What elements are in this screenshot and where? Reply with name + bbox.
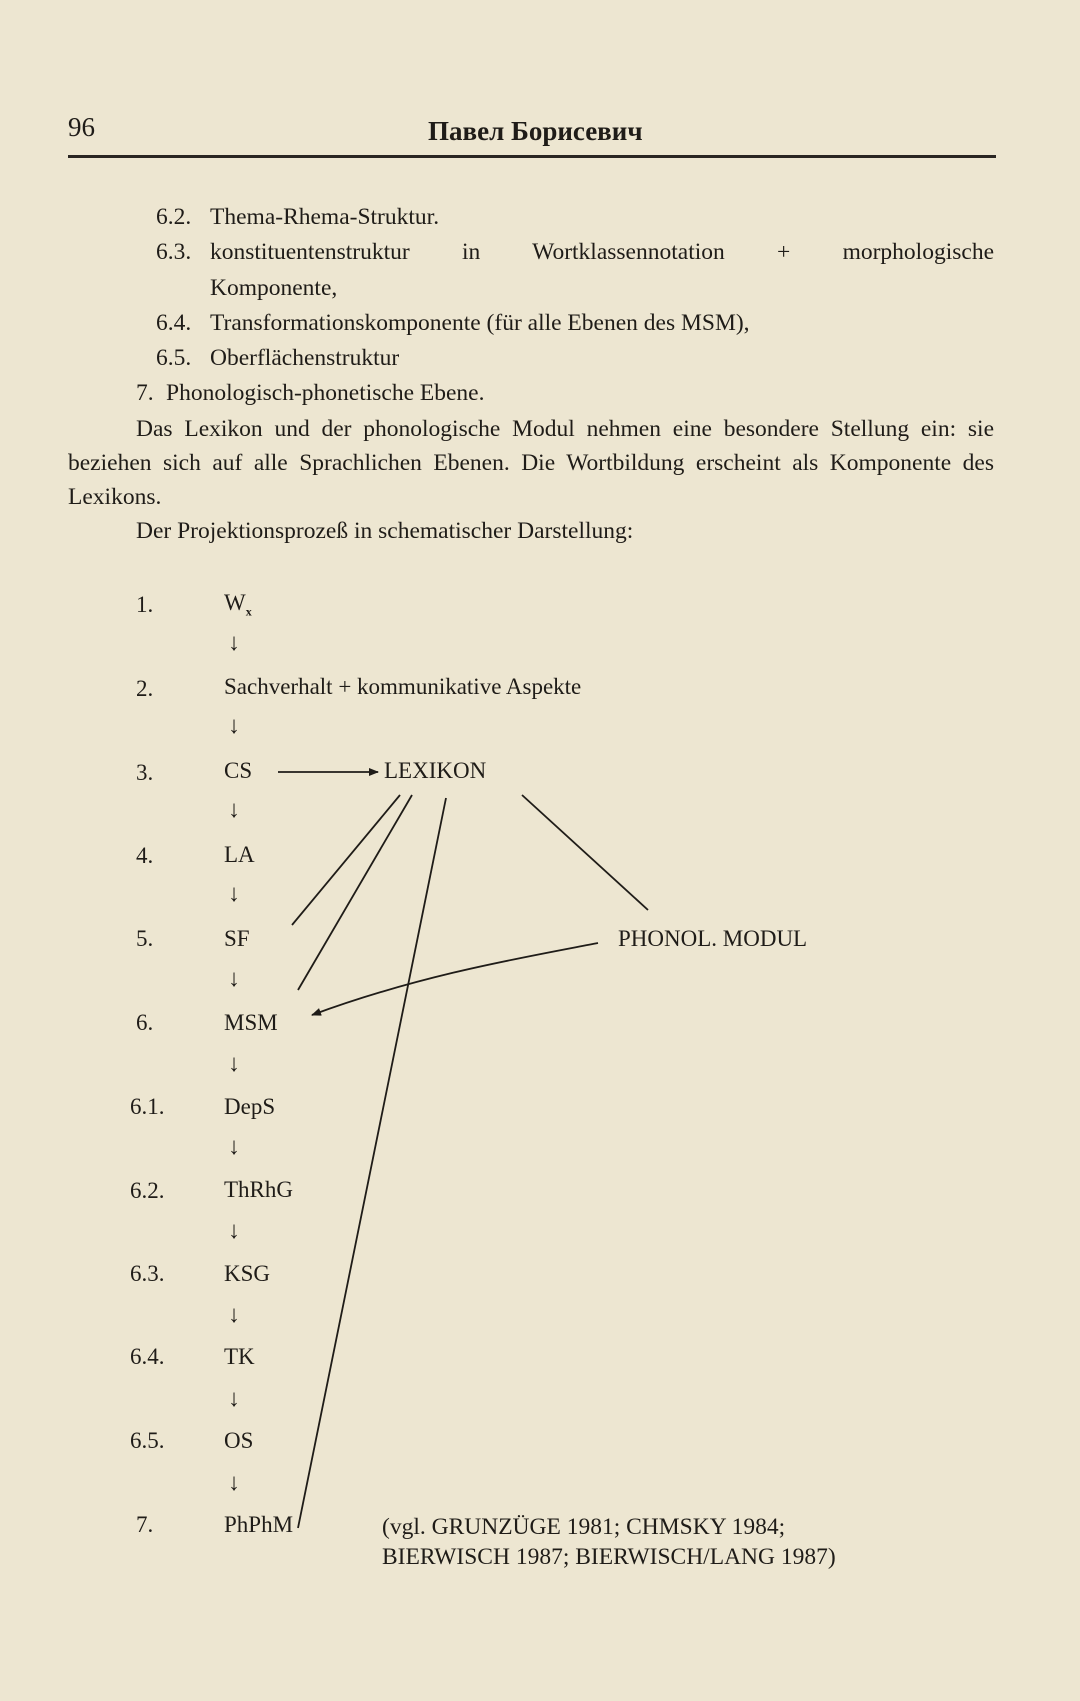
step-number: 3. bbox=[136, 760, 154, 785]
lexikon-label: LEXIKON bbox=[384, 758, 487, 783]
citation-line: BIERWISCH 1987; BIERWISCH/LANG 1987) bbox=[382, 1544, 836, 1570]
list-item-text: konstituentenstruktur in Wortklassennotation + morphologische bbox=[210, 239, 994, 265]
list-item-number: 6.5. bbox=[156, 345, 192, 371]
step-number: 6.4. bbox=[130, 1344, 165, 1369]
step-label: OS bbox=[224, 1428, 254, 1453]
lexikon-to-sf-line bbox=[292, 795, 400, 925]
down-arrow-icon: ↓ bbox=[228, 1051, 240, 1077]
lexikon-to-phphm-line bbox=[298, 798, 446, 1528]
step-label: LA bbox=[224, 842, 255, 867]
list-item-text: Phonologisch-phonetische Ebene. bbox=[166, 380, 485, 406]
list-item-text: Thema-Rhema-Struktur. bbox=[210, 204, 440, 230]
step-number: 6.1. bbox=[130, 1094, 165, 1119]
lexikon-to-msm-line bbox=[298, 795, 412, 990]
step-label: TK bbox=[224, 1344, 255, 1369]
citation-note bbox=[382, 1512, 836, 1572]
list-item-number: 6.2. bbox=[156, 204, 192, 230]
list-item-number: 6.4. bbox=[156, 310, 192, 336]
down-arrow-icon: ↓ bbox=[228, 1302, 240, 1328]
step-number: 1. bbox=[136, 592, 154, 617]
step-number: 6.2. bbox=[130, 1178, 165, 1203]
step-label: MSM bbox=[224, 1010, 278, 1035]
lexikon-to-phonol-line bbox=[522, 795, 648, 910]
step-label: PhPhM bbox=[224, 1512, 294, 1537]
list-item-text: Transformationskomponente (für alle Ebenen des MSM), bbox=[210, 310, 750, 336]
down-arrow-icon: ↓ bbox=[228, 1134, 240, 1160]
step-label: Sachverhalt + kommunikative Aspekte bbox=[224, 674, 582, 699]
step-label: CS bbox=[224, 758, 253, 783]
down-arrow-icon: ↓ bbox=[228, 881, 240, 907]
down-arrow-icon: ↓ bbox=[228, 713, 240, 739]
paragraph-lexikon: Das Lexikon und der phonologische Modul nehmen eine besondere Stellung ein: sie beziehen sich auf alle Sprachlichen Ebenen. Die Wortbildung erscheint als Komponente des Lexikons. bbox=[68, 416, 994, 510]
step-label: KSG bbox=[224, 1261, 271, 1286]
down-arrow-icon: ↓ bbox=[228, 630, 240, 656]
list-item-number: 7. bbox=[136, 380, 154, 406]
step-number: 2. bbox=[136, 676, 154, 701]
step-label: ThRhG bbox=[224, 1177, 293, 1202]
phonol-modul-label: PHONOL. MODUL bbox=[618, 926, 808, 951]
page-number: 96 bbox=[68, 112, 95, 142]
list-item-text-continuation: Komponente, bbox=[210, 275, 338, 301]
down-arrow-icon: ↓ bbox=[228, 1386, 240, 1412]
down-arrow-icon: ↓ bbox=[228, 966, 240, 992]
list-item-text: Oberflächenstruktur bbox=[210, 345, 400, 371]
running-head-author: Павел Борисевич bbox=[428, 116, 643, 146]
step-number: 6.5. bbox=[130, 1428, 165, 1453]
step-number: 5. bbox=[136, 926, 154, 951]
step-number: 7. bbox=[136, 1512, 154, 1537]
step-number: 6. bbox=[136, 1010, 154, 1035]
step-label-text: W bbox=[224, 590, 246, 615]
citation-line: (vgl. GRUNZÜGE 1981; CHMSKY 1984; bbox=[382, 1514, 786, 1540]
step-number: 4. bbox=[136, 843, 154, 868]
down-arrow-icon: ↓ bbox=[228, 797, 240, 823]
paragraph-projection-intro: Der Projektionsprozeß in schematischer Darstellung: bbox=[136, 518, 634, 544]
step-label: DepS bbox=[224, 1094, 276, 1119]
step-label: SF bbox=[224, 926, 250, 951]
phonol-to-msm-curve bbox=[312, 943, 598, 1015]
down-arrow-icon: ↓ bbox=[228, 1218, 240, 1244]
step-label-subscript: x bbox=[245, 604, 252, 619]
step-number: 6.3. bbox=[130, 1261, 165, 1286]
list-item-number: 6.3. bbox=[156, 239, 192, 265]
down-arrow-icon: ↓ bbox=[228, 1470, 240, 1496]
